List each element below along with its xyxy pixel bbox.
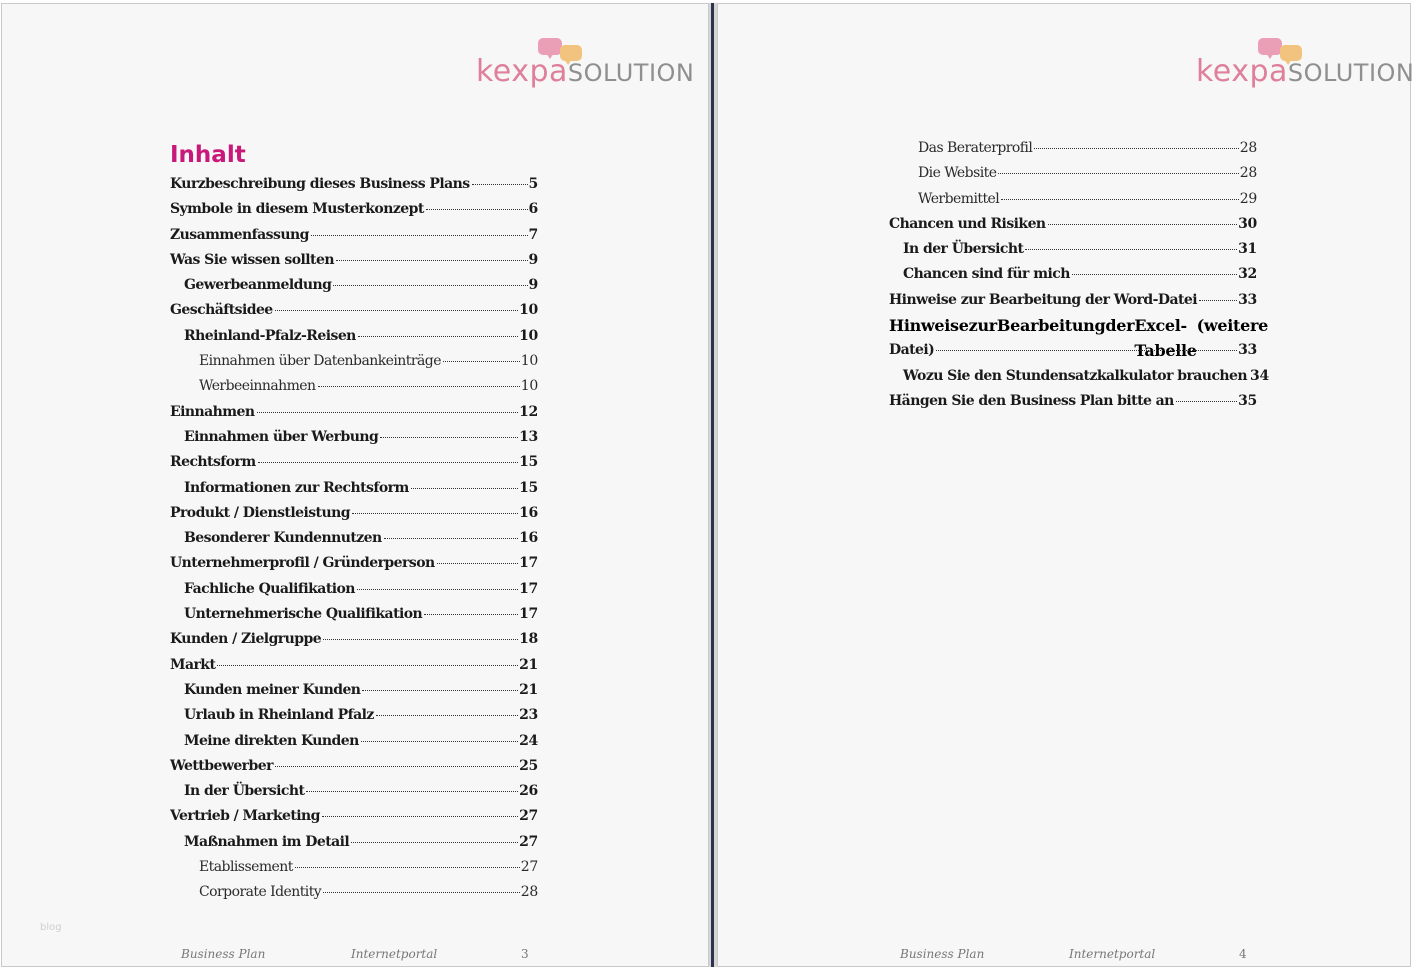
logo-text-kexpa: kexpa [1196,54,1288,89]
toc-entry-page: 10 [520,353,538,370]
toc-leader-dots [1001,198,1239,200]
toc-entry-page: 24 [519,732,538,749]
toc-entry-page: 5 [528,176,538,192]
toc-leader-dots [311,234,528,236]
toc-entry[interactable] [170,298,538,323]
toc-entry-word: Hinweise [889,316,969,336]
toc-entry-text: Hängen Sie den Business Plan bitte an [889,392,1174,409]
toc-leader-dots [437,562,519,564]
logo-text-kexpa: kexpa [476,54,568,89]
toc-entry-text: Unternehmerische Qualifikation [184,606,423,623]
toc-leader-dots [1025,248,1237,250]
toc-entry-page: 10 [519,327,538,344]
footer-page-number: 3 [521,947,529,961]
toc-entry-text: Gewerbeanmeldung [184,277,332,294]
toc-entry[interactable] [889,364,1269,389]
toc-entry-page: 21 [519,681,538,698]
toc-entry-page: 27 [519,833,538,850]
toc-entry-page: 23 [519,707,538,724]
table-of-contents [170,172,538,906]
toc-entry-text: Unternehmerprofil / Gründerperson [170,555,435,572]
toc-entry-text: Rheinland-Pfalz-Reisen [184,327,356,344]
toc-entry-text: Datei) [889,342,935,359]
toc-leader-dots [257,411,519,413]
toc-entry-text: Einnahmen über Werbung [184,428,379,445]
toc-entry[interactable] [170,476,538,501]
toc-entry[interactable] [170,526,538,551]
toc-entry[interactable] [889,237,1257,262]
toc-entry-text: Werbemittel [918,190,1000,207]
toc-entry[interactable] [889,262,1257,287]
toc-leader-dots [295,866,520,868]
toc-entry-page: 7 [528,226,538,243]
toc-leader-dots [333,284,527,286]
toc-leader-dots [1199,299,1237,301]
toc-entry-text: Etablissement [199,859,293,876]
toc-entry-word: zur [968,316,997,336]
speech-bubble-icon [538,38,562,55]
toc-entry-text: Hinweise zur Bearbeitung der Word-Datei [889,291,1198,308]
toc-entry-text: Einnahmen über Datenbankeinträge [199,353,441,370]
toc-entry-text: Kurzbeschreibung dieses Business Plans [170,176,470,192]
table-of-contents-continued [889,136,1269,414]
toc-entry-text: Chancen sind für mich [903,266,1070,283]
toc-leader-dots [380,436,518,438]
toc-entry-text: Einnahmen [170,403,255,420]
toc-entry[interactable] [170,729,538,754]
toc-entry-text: In der Übersicht [903,241,1024,258]
toc-leader-dots [323,891,520,893]
toc-entry-page: 28 [1239,165,1257,182]
toc-entry-text: Meine direkten Kunden [184,732,359,749]
speech-bubble-icon [1258,38,1282,55]
page-divider [709,3,717,967]
toc-leader-dots [1072,273,1237,275]
toc-entry[interactable] [889,313,1269,364]
toc-leader-dots [351,841,518,843]
kexpa-logo [476,36,706,92]
toc-leader-dots [275,765,518,767]
toc-entry-text: Kunden meiner Kunden [184,681,361,698]
toc-entry-word: Bearbeitung [996,316,1106,336]
toc-entry-text: Corporate Identity [199,884,322,901]
toc-entry-page: 15 [519,454,538,471]
toc-entry[interactable] [170,349,538,374]
toc-entry[interactable] [170,324,538,349]
toc-entry-text: In der Übersicht [184,783,305,800]
toc-entry[interactable] [170,374,538,399]
toc-entry-page: 30 [1238,215,1257,232]
toc-entry-page: 17 [519,606,538,623]
toc-entry-text: Urlaub in Rheinland Pfalz [184,707,374,724]
toc-leader-dots [318,385,520,387]
toc-entry[interactable] [170,273,538,298]
toc-entry-text: Rechtsform [170,454,256,471]
toc-leader-dots [411,487,518,489]
toc-entry-text: Produkt / Dienstleistung [170,504,350,521]
toc-leader-dots [322,815,518,817]
toc-entry-page: 21 [519,656,538,673]
toc-leader-dots [306,790,518,792]
toc-leader-dots [217,664,518,666]
toc-entry-page: 27 [519,808,538,825]
toc-title: Inhalt [170,142,246,168]
toc-leader-dots [352,512,518,514]
toc-entry-page: 18 [519,631,538,648]
toc-entry-text: Markt [170,656,216,673]
toc-entry-page: 9 [528,277,538,294]
watermark: blog [40,922,62,933]
toc-entry[interactable] [170,248,538,273]
toc-entry[interactable] [889,288,1257,313]
toc-entry-page: 12 [519,403,538,420]
toc-entry-text: Werbeeinnahmen [199,378,316,395]
kexpa-logo [1196,36,1414,92]
toc-entry[interactable] [170,830,538,855]
logo-text-solution: SOLUTION [567,59,695,87]
toc-leader-dots [424,613,518,615]
toc-entry-word: Excel-Tabelle [1134,316,1197,361]
toc-entry-word: der [1105,316,1135,336]
footer-section: Internetportal [351,947,438,961]
toc-leader-dots [358,335,518,337]
toc-leader-dots [258,461,518,463]
toc-leader-dots [426,208,528,210]
toc-entry[interactable] [889,212,1257,237]
toc-leader-dots [361,740,518,742]
toc-entry-page: 34 [1250,367,1269,384]
toc-entry-text: Die Website [918,165,997,182]
toc-entry-text: Was Sie wissen sollten [170,251,334,268]
toc-entry[interactable] [170,223,538,248]
toc-entry[interactable] [170,754,538,779]
footer-document-title: Business Plan [900,947,985,961]
toc-entry-page: 31 [1238,241,1257,258]
toc-entry-page: 33 [1238,291,1257,308]
toc-entry-page: 25 [519,757,538,774]
footer-document-title: Business Plan [181,947,266,961]
toc-entry-text: Wettbewerber [170,757,273,774]
toc-entry[interactable] [889,136,1257,161]
toc-entry-text: Besonderer Kundennutzen [184,530,382,547]
footer-page-number: 4 [1239,947,1247,961]
footer-section: Internetportal [1069,947,1156,961]
toc-entry-page: 16 [519,530,538,547]
toc-entry-text: Kunden / Zielgruppe [170,631,322,648]
document-page-right [717,3,1414,967]
toc-entry[interactable] [170,425,538,450]
toc-entry[interactable] [170,627,538,652]
toc-entry-page: 6 [528,201,538,218]
toc-entry-page: 35 [1238,392,1257,409]
toc-entry-text: Maßnahmen im Detail [184,833,350,850]
toc-entry[interactable] [170,577,538,602]
toc-entry-page: 10 [519,302,538,319]
toc-leader-dots [443,360,520,362]
toc-entry[interactable] [170,400,538,425]
toc-leader-dots [275,309,518,311]
toc-entry-page: 16 [519,504,538,521]
toc-entry[interactable] [170,501,538,526]
logo-text-solution: SOLUTION [1287,59,1414,87]
toc-entry[interactable] [170,855,538,880]
toc-leader-dots [323,638,518,640]
toc-entry-page: 33 [1238,342,1257,359]
toc-entry[interactable] [170,880,538,905]
toc-leader-dots [362,689,518,691]
toc-entry-text: Informationen zur Rechtsform [184,479,409,496]
toc-entry-page: 13 [519,428,538,445]
toc-entry[interactable] [170,551,538,576]
toc-leader-dots [936,349,1237,351]
toc-leader-dots [998,172,1238,174]
document-page-left [1,3,709,967]
toc-entry[interactable] [170,172,538,197]
toc-entry-text: Wozu Sie den Stundensatzkalkulator brauchen [903,367,1248,384]
toc-entry-word: (weitere [1196,316,1269,336]
toc-leader-dots [384,537,518,539]
toc-entry-page: 17 [519,555,538,572]
toc-entry-text: Das Beraterprofil [918,140,1033,156]
toc-leader-dots [472,183,528,185]
toc-entry-text: Vertrieb / Marketing [170,808,320,825]
toc-leader-dots [1034,147,1238,149]
toc-leader-dots [336,259,528,261]
toc-entry-page: 17 [519,580,538,597]
toc-entry-page: 28 [520,884,538,901]
toc-entry[interactable] [889,161,1257,186]
toc-entry-page: 32 [1238,266,1257,283]
toc-entry-page: 10 [520,378,538,395]
toc-entry-page: 27 [520,859,538,876]
toc-entry[interactable] [170,450,538,475]
toc-entry-page: 29 [1239,190,1257,207]
toc-entry-text: Zusammenfassung [170,226,309,243]
toc-entry-page: 26 [519,783,538,800]
toc-entry[interactable] [170,779,538,804]
toc-entry[interactable] [170,602,538,627]
toc-leader-dots [376,714,518,716]
toc-leader-dots [1176,400,1237,402]
toc-entry-text: Symbole in diesem Musterkonzept [170,201,424,218]
toc-entry[interactable] [170,678,538,703]
toc-leader-dots [357,588,518,590]
toc-leader-dots [1048,223,1238,225]
toc-entry-page: 28 [1239,140,1257,156]
toc-entry-text: Chancen und Risiken [889,215,1046,232]
toc-entry-page: 15 [519,479,538,496]
toc-entry[interactable] [170,703,538,728]
toc-entry[interactable] [170,653,538,678]
toc-entry-page: 9 [528,251,538,268]
toc-entry-text: Geschäftsidee [170,302,273,319]
toc-entry-text: Fachliche Qualifikation [184,580,355,597]
toc-entry[interactable] [889,187,1257,212]
toc-entry[interactable] [889,389,1257,414]
toc-entry[interactable] [170,804,538,829]
toc-entry[interactable] [170,197,538,222]
